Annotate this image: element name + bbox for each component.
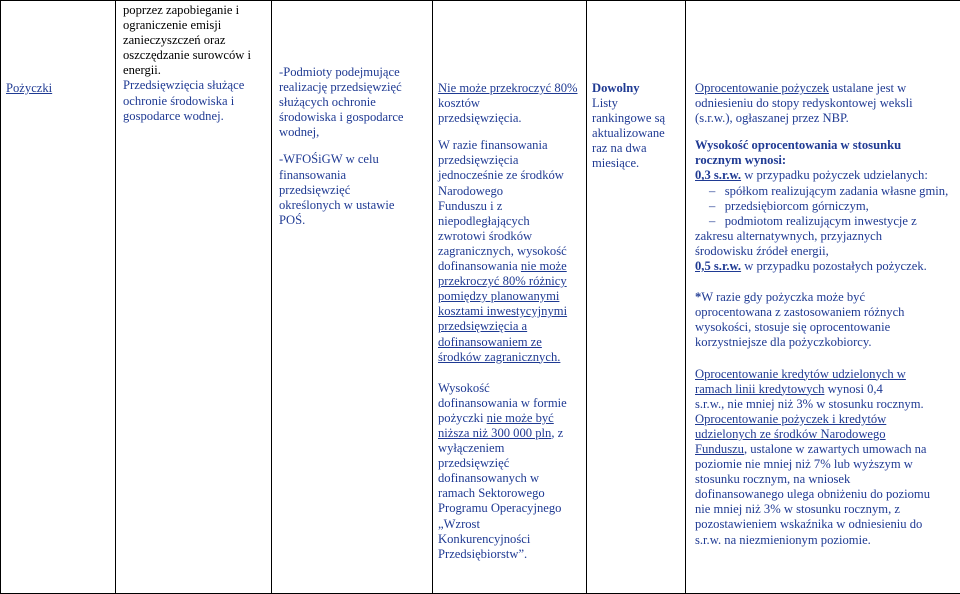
interest-line: odniesieniu do stopy redyskontowej weksli xyxy=(695,96,913,111)
limits-text: , z xyxy=(551,425,564,440)
limits-line: przedsięwzięć xyxy=(438,456,510,471)
interest-line: zakresu alternatywnych, przyjaznych xyxy=(695,228,883,243)
limits-line: Przedsiębiorstw”. xyxy=(438,546,528,561)
limits-line: pomiędzy planowanymi xyxy=(438,289,560,304)
beneficiaries-line: służących ochronie xyxy=(279,95,376,110)
goals-line: zanieczyszczeń oraz xyxy=(123,33,226,48)
limits-line: Wysokość xyxy=(438,380,490,395)
interest-line: wysokości, stosuje się oprocentowanie xyxy=(695,320,891,335)
bullet-text: spółkom realizującym zadania własne gmin, xyxy=(724,183,949,198)
bullet-text: przedsiębiorcom górniczym, xyxy=(724,198,869,213)
limits-text: nie może być xyxy=(486,410,554,425)
limits-line xyxy=(438,259,581,274)
beneficiaries-line: wodnej, xyxy=(279,125,320,140)
interest-line: oprocentowana z zastosowaniem różnych xyxy=(695,305,905,320)
limits-line: Programu Operacyjnego xyxy=(438,501,562,516)
limits-line: dofinansowania w formie xyxy=(438,395,567,410)
mode-line: Listy xyxy=(592,96,618,111)
limits-line: środków zagranicznych. xyxy=(438,349,561,364)
bullet-item: – podmiotom realizującym inwestycje z xyxy=(709,213,917,228)
limits-line: przekroczyć 80% różnicy xyxy=(438,274,567,289)
interest-line xyxy=(695,259,955,274)
goals-line: gospodarce wodnej. xyxy=(123,108,224,123)
limits-line: Funduszu i z xyxy=(438,198,503,213)
limits-text: niższa niż 300 000 pln xyxy=(438,425,552,440)
limits-line: „Wzrost xyxy=(438,516,480,531)
interest-line: nie mniej niż 3% w stosunku rocznym, z xyxy=(695,502,900,517)
limits-line: Konkurencyjności xyxy=(438,531,531,546)
mode-line: raz na dwa xyxy=(592,141,647,156)
interest-line xyxy=(695,442,955,457)
interest-line xyxy=(695,168,955,183)
mode-cell xyxy=(587,1,686,594)
goals-line: ograniczenie emisji xyxy=(123,18,222,33)
limits-line: wyłączeniem xyxy=(438,441,505,456)
table-row xyxy=(1,1,960,594)
limits-line xyxy=(438,426,581,441)
beneficiaries-line: -WFOŚiGW w celu xyxy=(279,152,379,167)
limits-line: jednocześnie ze środków xyxy=(438,168,564,183)
beneficiaries-line: środowiska i gospodarce xyxy=(279,110,404,125)
limits-line: przedsięwzięcia. xyxy=(438,111,522,126)
interest-line: udzielonych ze środków Narodowego xyxy=(695,426,886,441)
interest-line xyxy=(695,382,955,397)
beneficiaries-line: przedsięwzięć xyxy=(279,182,351,197)
beneficiaries-line: określonych w ustawie xyxy=(279,197,395,212)
limits-line: dofinansowanych w xyxy=(438,471,540,486)
limits-text: dofinansowania xyxy=(438,259,518,274)
mode-line: miesiące. xyxy=(592,156,640,171)
limits-line: Narodowego xyxy=(438,183,504,198)
bullet-item: – przedsiębiorcom górniczym, xyxy=(709,198,869,213)
beneficiaries-cell xyxy=(272,1,433,594)
limits-line xyxy=(438,411,581,426)
limits-line: W razie finansowania xyxy=(438,138,548,153)
goals-line: Przedsięwzięcia służące xyxy=(123,78,245,93)
interest-line: s.r.w., nie mniej niż 3% w stosunku rocznym. xyxy=(695,396,924,411)
limits-cell xyxy=(433,1,587,594)
interest-text: , ustalone w zawartych umowach na xyxy=(743,441,927,456)
interest-line: Oprocentowanie kredytów udzielonych w xyxy=(695,366,906,381)
mode-line: aktualizowane xyxy=(592,126,665,141)
bullet-text: podmiotom realizującym inwestycje z xyxy=(724,213,917,228)
rate-value: 0,3 s.r.w. xyxy=(695,168,742,183)
limits-text: nie może xyxy=(520,259,567,274)
interest-text: w przypadku pozostałych pożyczek. xyxy=(744,259,927,274)
goals-cell xyxy=(116,1,272,594)
beneficiaries-line: realizację przedsięwzięć xyxy=(279,80,402,95)
interest-line: s.r.w. na niezmienionym poziomie. xyxy=(695,532,871,547)
goals-line: energii. xyxy=(123,63,161,78)
beneficiaries-line: finansowania xyxy=(279,167,347,182)
limits-text: pożyczki xyxy=(438,410,484,425)
goals-line: oszczędzanie surowców i xyxy=(123,48,251,63)
interest-line: (s.r.w.), ogłaszanej przez NBP. xyxy=(695,111,849,126)
interest-line: pozostawieniem wskaźnika w odniesieniu do xyxy=(695,517,923,532)
interest-heading: Wysokość oprocentowania w stosunku xyxy=(695,138,902,153)
interest-line xyxy=(695,81,955,96)
goals-line: ochronie środowiska i xyxy=(123,93,235,108)
beneficiaries-line: -Podmioty podejmujące xyxy=(279,65,400,79)
mode-line: rankingowe są xyxy=(592,111,666,126)
interest-text: w przypadku pożyczek udzielanych: xyxy=(744,168,928,183)
row-label-cell xyxy=(1,1,116,594)
interest-heading: rocznym wynosi: xyxy=(695,153,787,168)
interest-text: ustalane jest w xyxy=(832,81,907,95)
interest-line: stosunku rocznym, na wniosek xyxy=(695,472,851,487)
limits-line: Nie może przekroczyć 80% xyxy=(438,81,578,95)
limits-line: kosztów xyxy=(438,96,480,111)
row-label: Pożyczki xyxy=(6,81,53,95)
interest-text: Funduszu xyxy=(695,441,744,456)
interest-line: środowisku źródeł energii, xyxy=(695,243,829,258)
beneficiaries-line: POŚ. xyxy=(279,212,306,227)
asterisk: * xyxy=(695,290,702,305)
limits-line: kosztami inwestycyjnymi xyxy=(438,304,568,319)
limits-line: niepodległających xyxy=(438,213,530,228)
limits-line: zagranicznych, wysokość xyxy=(438,243,567,258)
limits-line: ramach Sektorowego xyxy=(438,486,545,501)
mode-title: Dowolny xyxy=(592,81,640,95)
interest-cell xyxy=(686,1,960,594)
interest-text: ramach linii kredytowych xyxy=(695,381,825,396)
interest-line: korzystniejsze dla pożyczkobiorcy. xyxy=(695,335,872,350)
interest-line: dofinansowanego ulega obniżeniu do poziomu xyxy=(695,487,931,502)
interest-line: Oprocentowanie pożyczek i kredytów xyxy=(695,411,887,426)
interest-text: W razie gdy pożyczka może być xyxy=(701,290,866,305)
limits-line: dofinansowaniem ze xyxy=(438,334,542,349)
interest-text: wynosi 0,4 xyxy=(827,381,883,396)
rate-value: 0,5 s.r.w. xyxy=(695,259,742,274)
limits-line: zwrotowi środków xyxy=(438,228,533,243)
limits-line: przedsięwzięcia a xyxy=(438,319,528,334)
interest-text: Oprocentowanie pożyczek xyxy=(695,81,829,95)
interest-line: poziomie nie mniej niż 7% lub wyższym w xyxy=(695,457,913,472)
bullet-item: – spółkom realizującym zadania własne gmin, xyxy=(709,183,949,198)
limits-line: przedsięwzięcia xyxy=(438,153,519,168)
interest-line xyxy=(695,290,955,305)
goals-line: poprzez zapobieganie i xyxy=(123,3,240,17)
